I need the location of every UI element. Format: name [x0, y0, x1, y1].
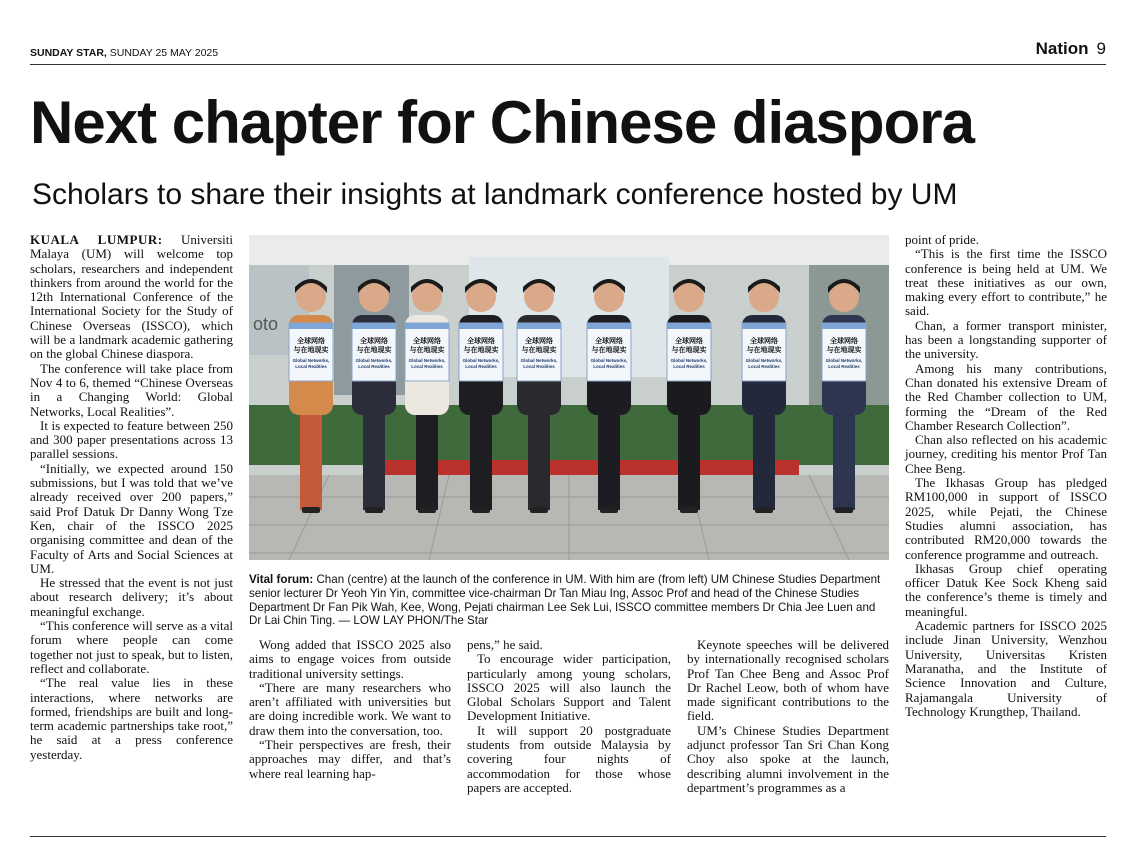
poster-chinese-title: 全球网络: [750, 337, 778, 345]
paragraph: Wong added that ISSCO 2025 also aims to engage voices from outside traditional university settings.: [249, 637, 451, 681]
subheadline: Scholars to share their insights at landmark conference hosted by UM: [32, 178, 958, 211]
poster-chinese-title: 全球网络: [360, 337, 388, 345]
issue-date: SUNDAY 25 MAY 2025: [109, 47, 219, 59]
article-column-3: [467, 638, 671, 795]
dateline: KUALA LUMPUR:: [30, 232, 163, 247]
page-number: 9: [1096, 39, 1106, 58]
paragraph: Academic partners for ISSCO 2025 include Jinan University, Wenzhou University, Universitas Kristen Maranatha, and the Institute of Science Innovation and Culture, Rajamangala University of Technology Krungthep, Thailand.: [905, 618, 1107, 719]
poster-band: [822, 323, 866, 329]
headline: Next chapter for Chinese diaspora: [30, 89, 974, 156]
poster-english-subtitle: Local Realities: [295, 364, 327, 369]
person-shoes: [365, 507, 383, 513]
caption-text: Chan (centre) at the launch of the conference in UM. With him are (from left) UM Chinese Studies Department senior lecturer Dr Yeoh Yin Yin, committee vice-chairman Dr Tan Miau Ing, Assoc Prof and head of the Chinese Studies Department Dr Fan Pik Wah, Kee, Wong, Pejati chairman Lee Sek Lui, ISSCO committee members Dr Chia Jee Luen and Dr Lai Chin Ting. — LOW LAY PHON/The Star: [249, 573, 881, 628]
article-column-5: [905, 233, 1107, 719]
press-photo: [249, 235, 889, 560]
poster-english-subtitle: Local Realities: [748, 364, 780, 369]
person-legs: [833, 400, 855, 510]
person-legs: [678, 400, 700, 510]
bottom-rule: [30, 836, 1106, 837]
person-legs: [363, 400, 385, 510]
poster-english-title: Global Networks,: [745, 358, 783, 363]
article-column-4: [687, 638, 889, 795]
paragraph: Among his many contributions, Chan donated his extensive Dream of the Red Chamber collection to UM, forming the “Dream of the Red Chamber Research Collection”.: [905, 360, 1107, 433]
paragraph: It is expected to feature between 250 and 300 paper presentations across 13 parallel sessions.: [30, 417, 233, 462]
person-legs: [416, 400, 438, 510]
poster-english-title: Global Networks,: [590, 358, 628, 363]
poster-chinese-subtitle: 与在地现实: [591, 346, 627, 354]
paragraph: Chan also reflected on his academic journey, crediting his mentor Prof Tan Chee Beng.: [905, 432, 1107, 476]
person-legs: [470, 400, 492, 510]
poster-english-title: Global Networks,: [462, 358, 500, 363]
poster-english-title: Global Networks,: [520, 358, 558, 363]
paragraph: “Their perspectives are fresh, their approaches may differ, and that’s where real learning hap-: [249, 737, 451, 781]
person-legs: [598, 400, 620, 510]
poster-chinese-subtitle: 与在地现实: [409, 346, 445, 354]
paragraph: Keynote speeches will be delivered by internationally recognised scholars Prof Tan Chee Beng and Assoc Prof Dr Rachel Leow, both of whom have made significant contributions to the field.: [687, 637, 889, 724]
paragraph: The Ikhasas Group has pledged RM100,000 in support of ISSCO 2025, while Pejati, the Chinese Studies alumni association, has contributed RM20,000 towards the conference programme and outreach.: [905, 475, 1107, 562]
poster-chinese-subtitle: 与在地现实: [746, 346, 782, 354]
poster-chinese-subtitle: 与在地现实: [463, 346, 499, 354]
paragraph: He stressed that the event is not just about research delivery; it’s about meaningful exchange.: [30, 575, 233, 619]
poster-english-title: Global Networks,: [408, 358, 446, 363]
poster-chinese-title: 全球网络: [467, 337, 495, 345]
paragraph: “This conference will serve as a vital forum where people can come together not just to speak, but to listen, reflect and collaborate.: [30, 618, 233, 676]
poster-band: [587, 323, 631, 329]
poster-english-subtitle: Local Realities: [465, 364, 497, 369]
poster-chinese-subtitle: 与在地现实: [356, 346, 392, 354]
paragraph: The conference will take place from Nov 4 to 6, themed “Chinese Overseas in a Changing World: Global Networks, Local Realities”.: [30, 360, 233, 419]
person-shoes: [680, 507, 698, 513]
person-shoes: [472, 507, 490, 513]
paragraph: “Initially, we expected around 150 submissions, but I was told that we’ve already received over 200 papers,” said Prof Datuk Dr Danny Wong Tze Ken, chair of the ISSCO 2025 organising committee and dean of the Faculty of Arts and Social Sciences at UM.: [30, 460, 233, 576]
paragraph: point of pride.: [905, 232, 980, 247]
person-legs: [300, 400, 322, 510]
paragraph: pens,” he said.: [467, 637, 543, 652]
section-name: Nation: [1035, 39, 1089, 58]
poster-band: [459, 323, 503, 329]
paragraph: “This is the first time the ISSCO conference is being held at UM. We treat these initiatives as our own, making every effort to contribute,” he said.: [905, 246, 1107, 319]
backdrop-text: oto: [253, 314, 279, 334]
poster-english-title: Global Networks,: [670, 358, 708, 363]
poster-band: [405, 323, 449, 329]
paragraph: To encourage wider participation, particularly among young scholars, ISSCO 2025 will also launch the Global Scholars Support and Talent Development Initiative.: [467, 651, 671, 724]
poster-chinese-subtitle: 与在地现实: [671, 346, 707, 354]
person-shoes: [530, 507, 548, 513]
poster-band: [289, 323, 333, 329]
paragraph-text: Universiti Malaya (UM) will welcome top scholars, researchers and independent thinkers from around the world for the 12th International Conference of the International Society for the Study of Chinese Overseas (ISSCO), which will be a landmark academic gathering on the global Chinese diaspora.: [30, 232, 234, 362]
person-shoes: [302, 507, 320, 513]
poster-english-subtitle: Local Realities: [523, 364, 555, 369]
poster-band: [352, 323, 396, 329]
poster-english-subtitle: Local Realities: [358, 364, 390, 369]
section-label: [1036, 39, 1106, 59]
poster-chinese-subtitle: 与在地现实: [826, 346, 862, 354]
poster-english-title: Global Networks,: [292, 358, 330, 363]
person-shoes: [835, 507, 853, 513]
poster-chinese-title: 全球网络: [525, 337, 553, 345]
person-legs: [528, 400, 550, 510]
poster-english-subtitle: Local Realities: [828, 364, 860, 369]
paper-name: SUNDAY STAR,: [30, 47, 107, 59]
poster-chinese-subtitle: 与在地现实: [521, 346, 557, 354]
paragraph: “The real value lies in these interactions, where networks are formed, friendships are built and long-term academic partnerships take root,” he said at a press conference yesterday.: [30, 675, 233, 762]
poster-chinese-title: 全球网络: [830, 337, 858, 345]
poster-english-title: Global Networks,: [355, 358, 393, 363]
poster-band: [742, 323, 786, 329]
poster-chinese-title: 全球网络: [413, 337, 441, 345]
article-column-2: [249, 638, 451, 781]
poster-chinese-title: 全球网络: [297, 337, 325, 345]
photo-caption: [249, 573, 889, 628]
poster-chinese-title: 全球网络: [675, 337, 703, 345]
paragraph: UM’s Chinese Studies Department adjunct professor Tan Sri Chan Kong Choy also spoke at the launch, describing alumni involvement in the department’s programmes as a: [687, 722, 889, 795]
poster-english-title: Global Networks,: [825, 358, 863, 363]
poster-band: [667, 323, 711, 329]
poster-english-subtitle: Local Realities: [593, 364, 625, 369]
caption-lead: Vital forum:: [249, 573, 314, 586]
poster-english-subtitle: Local Realities: [411, 364, 443, 369]
group-photo-illustration: [249, 235, 889, 560]
paragraph: It will support 20 postgraduate students from outside Malaysia by covering four nights of accommodation for those whose papers are accepted.: [467, 722, 671, 795]
top-rule: [30, 64, 1106, 65]
paragraph: “There are many researchers who aren’t affiliated with universities but are doing incredible work. We want to draw them into the conversation, too.: [249, 679, 451, 738]
person-legs: [753, 400, 775, 510]
person-shoes: [418, 507, 436, 513]
masthead-paper-date: [30, 47, 218, 59]
paragraph: [30, 233, 233, 362]
article-column-1: [30, 233, 233, 762]
paragraph: Chan, a former transport minister, has been a longstanding supporter of the university.: [905, 317, 1107, 362]
poster-english-subtitle: Local Realities: [673, 364, 705, 369]
poster-chinese-subtitle: 与在地现实: [293, 346, 329, 354]
poster-band: [517, 323, 561, 329]
person-shoes: [755, 507, 773, 513]
person-shoes: [600, 507, 618, 513]
paragraph: Ikhasas Group chief operating officer Datuk Kee Sock Kheng said the conference’s theme is timely and meaningful.: [905, 560, 1107, 619]
poster-chinese-title: 全球网络: [595, 337, 623, 345]
